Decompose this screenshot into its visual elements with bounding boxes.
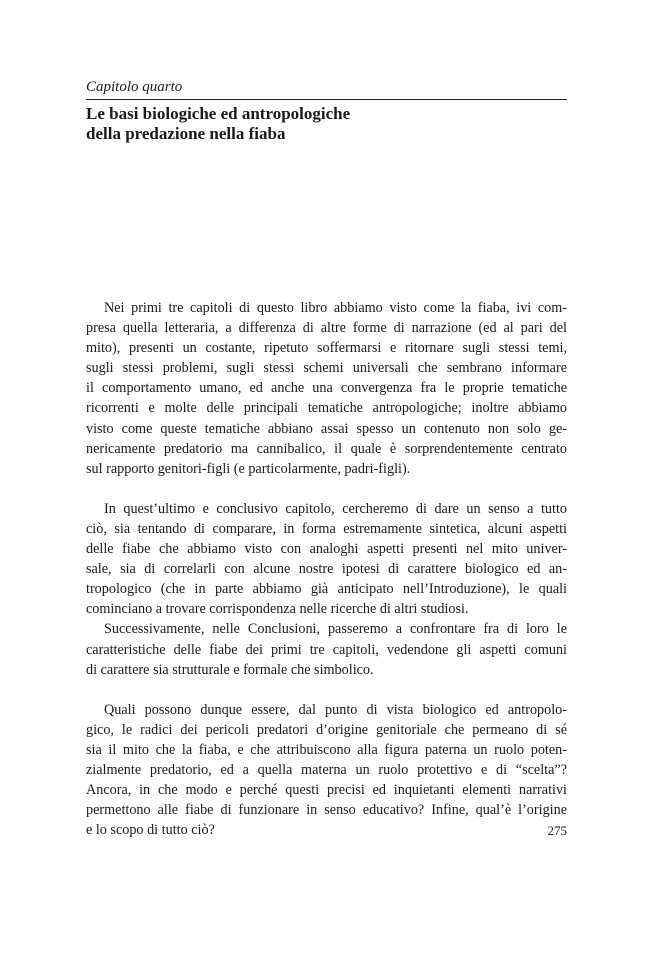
paragraph [86, 619, 567, 679]
header-rule [86, 99, 567, 100]
chapter-title-line: Le basi biologiche ed antropologiche [86, 104, 351, 123]
text-line: Nei primi tre capitoli di questo libro abbiamo visto come la fiaba, ivi com- [104, 300, 567, 316]
text-line: Ancora, in che modo e perché questi precisi ed inquietanti elementi narrativi [86, 782, 567, 799]
chapter-title-line: della predazione nella fiaba [86, 124, 286, 143]
text-line: nericamente predatorio ma cannibalico, il quale è sorprendentemente centrato [86, 440, 567, 457]
paragraph-gap [86, 479, 567, 499]
text-line: di carattere sia strutturale e formale che simbolico. [86, 661, 374, 678]
paragraph [86, 499, 567, 620]
text-line: ciò, sia tentando di comparare, in forma estremamente sintetica, alcuni aspetti [86, 520, 567, 537]
text-line: caratteristiche delle fiabe dei primi tre capitoli, vedendone gli aspetti comuni [86, 641, 567, 658]
paragraph [86, 700, 567, 841]
text-line: sale, sia di correlarli con alcune nostre ipotesi di carattere biologico ed an- [86, 561, 567, 578]
text-line: Successivamente, nelle Conclusioni, passeremo a confrontare fra di loro le [104, 621, 567, 638]
text-line: mito), presenti un costante, ripetuto soffermarsi e ritornare sugli stessi temi, [86, 340, 567, 357]
page-number: 275 [547, 823, 567, 838]
chapter-title [86, 104, 567, 144]
paragraph [86, 298, 567, 479]
paragraph-gap [86, 680, 567, 700]
chapter-label: Capitolo quarto [86, 79, 183, 95]
text-line: In quest’ultimo e conclusivo capitolo, cercheremo di dare un senso a tutto [104, 500, 567, 517]
text-line: sia il mito che la fiaba, e che attribuiscono alla figura paterna un ruolo poten- [86, 741, 567, 758]
text-line: il comportamento umano, ed anche una convergenza fra le proprie tematiche [86, 380, 567, 397]
text-line: gico, le radici dei pericoli predatori d’origine genitoriale che permeano di sé [86, 721, 567, 738]
text-line: sul rapporto genitori-figli (e particolarmente, padri-figli). [86, 460, 411, 477]
text-line: Quali possono dunque essere, dal punto di vista biologico ed antropolo- [104, 701, 567, 718]
text-line: ricorrenti e molte delle principali tematiche antropologiche; inoltre abbiamo [86, 400, 567, 417]
text-line: e lo scopo di tutto ciò? [86, 822, 215, 839]
text-line: permettono alle fiabe di funzionare in senso educativo? Infine, qual’è l’origine [86, 802, 567, 819]
text-line: cominciano a trovare corrispondenza nelle ricerche di altri studiosi. [86, 601, 469, 618]
text-line: visto come queste tematiche abbiano assai spesso un contenuto non solo ge- [86, 420, 567, 437]
text-line: presa quella letteraria, a differenza di altre forme di narrazione (ed al pari del [86, 320, 567, 337]
text-line: zialmente predatorio, ed a quella materna un ruolo protettivo e di “scelta”? [86, 761, 567, 778]
text-line: sugli stessi problemi, sugli stessi schemi universali che sembrano informare [86, 360, 567, 377]
body-text [86, 298, 567, 840]
text-line: delle fiabe che abbiamo visto con analoghi aspetti presenti nel mito univer- [86, 541, 567, 558]
text-line: tropologico (che in parte abbiamo già anticipato nell’Introduzione), le quali [86, 581, 567, 598]
